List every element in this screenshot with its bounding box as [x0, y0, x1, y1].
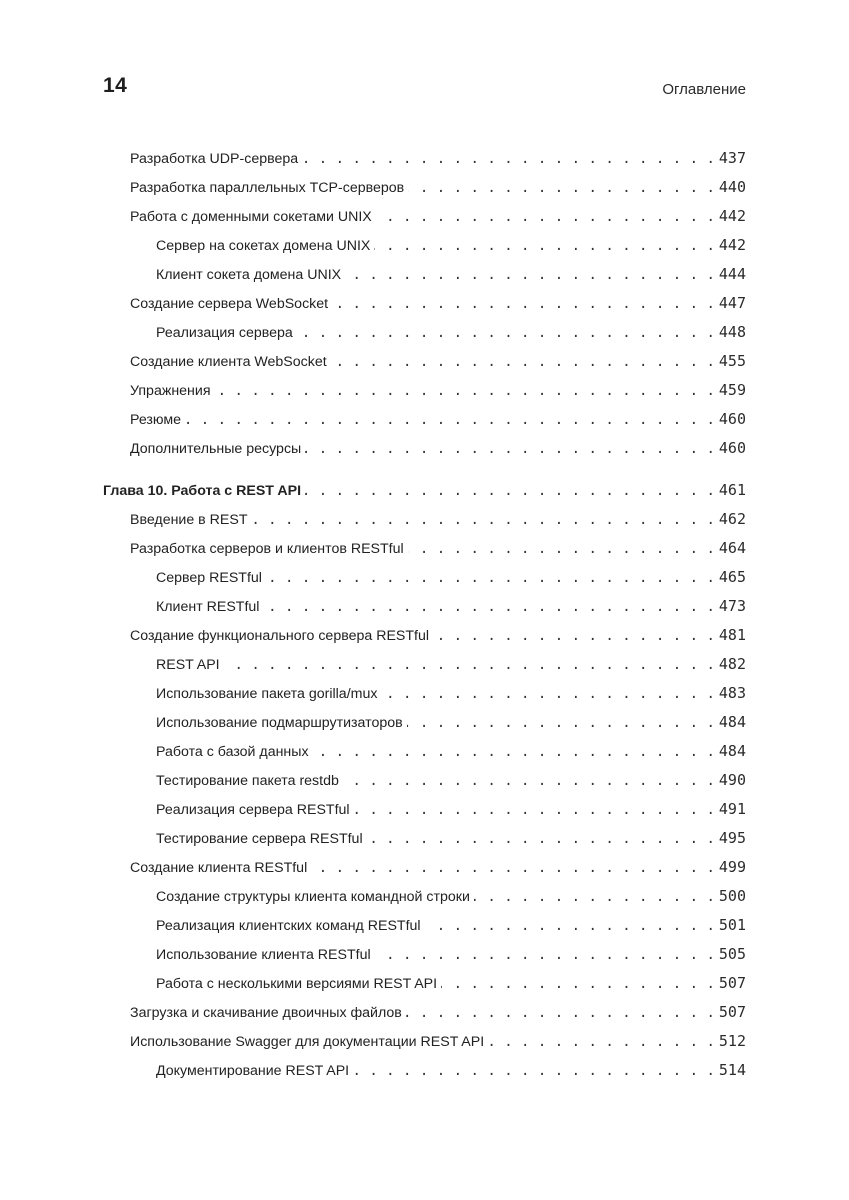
- running-head: Оглавление: [662, 81, 746, 98]
- toc-entry-page: 484: [718, 713, 746, 731]
- toc-entry: [130, 624, 746, 646]
- dot-leader: [381, 683, 714, 705]
- dot-leader: [408, 538, 715, 560]
- toc-entry: [130, 176, 746, 198]
- toc-chapter-entry: [103, 479, 746, 501]
- toc-entry-title: Использование клиента RESTful: [156, 944, 375, 966]
- toc-entry-title: Разработка параллельных TCP-серверов: [130, 177, 408, 199]
- toc-entry-title: REST API: [156, 654, 224, 676]
- dot-leader: [266, 567, 715, 589]
- dot-leader: [353, 1060, 715, 1082]
- toc-entry-title: Создание клиента RESTful: [130, 857, 311, 879]
- toc-entry-title: Разработка серверов и клиентов RESTful: [130, 538, 408, 560]
- toc-entry: [130, 1030, 746, 1052]
- toc-entry-title: Резюме: [130, 409, 185, 431]
- toc-entry: [130, 408, 746, 430]
- toc-entry-title: Использование пакета gorilla/mux: [156, 683, 381, 705]
- toc-entry-page: 505: [718, 945, 746, 963]
- dot-leader: [354, 799, 715, 821]
- toc-entry: [156, 653, 746, 675]
- toc-entry-page: 462: [718, 510, 746, 528]
- toc-entry: [156, 798, 746, 820]
- toc-entry-page: 464: [718, 539, 746, 557]
- dot-leader: [367, 828, 715, 850]
- toc-entry-title: Документирование REST API: [156, 1060, 353, 1082]
- toc-entry-page: 481: [718, 626, 746, 644]
- toc-entry-title: Создание функционального сервера RESTful: [130, 625, 433, 647]
- toc-entry-page: 507: [718, 974, 746, 992]
- toc-entry-title: Реализация клиентских команд RESTful: [156, 915, 425, 937]
- toc-entry-page: 447: [718, 294, 746, 312]
- toc-entry-page: 499: [718, 858, 746, 876]
- toc-entry-title: Создание клиента WebSocket: [130, 351, 331, 373]
- toc-entry-page: 507: [718, 1003, 746, 1021]
- toc-entry: [130, 205, 746, 227]
- dot-leader: [252, 509, 715, 531]
- toc-entry: [130, 537, 746, 559]
- toc-entry: [130, 379, 746, 401]
- dot-leader: [224, 654, 715, 676]
- toc-entry-page: 482: [718, 655, 746, 673]
- dot-leader: [263, 596, 714, 618]
- toc-entry-page: 465: [718, 568, 746, 586]
- toc-entry: [156, 740, 746, 762]
- toc-entry-title: Разработка UDP-сервера: [130, 148, 302, 170]
- dot-leader: [305, 438, 715, 460]
- toc-entry-title: Использование Swagger для документации REST API: [130, 1031, 488, 1053]
- toc-entry: [130, 437, 746, 459]
- dot-leader: [345, 264, 715, 286]
- toc-entry-page: 444: [718, 265, 746, 283]
- toc-entry-page: 461: [718, 481, 746, 499]
- toc-entry-page: 460: [718, 410, 746, 428]
- toc-entry-page: 500: [718, 887, 746, 905]
- dot-leader: [375, 944, 715, 966]
- toc-entry-title: Дополнительные ресурсы: [130, 438, 305, 460]
- toc-entry-title: Создание сервера WebSocket: [130, 293, 332, 315]
- toc-entry: [156, 321, 746, 343]
- toc-entry: [156, 943, 746, 965]
- toc-entry-title: Тестирование пакета restdb: [156, 770, 343, 792]
- dot-leader: [302, 148, 715, 170]
- dot-leader: [433, 625, 715, 647]
- toc-entry-page: 460: [718, 439, 746, 457]
- toc-entry-title: Тестирование сервера RESTful: [156, 828, 367, 850]
- toc-entry-page: 483: [718, 684, 746, 702]
- toc-entry-page: 512: [718, 1032, 746, 1050]
- dot-leader: [408, 177, 715, 199]
- dot-leader: [474, 886, 715, 908]
- dot-leader: [313, 741, 715, 763]
- toc-entry-title: Сервер на сокетах домена UNIX: [156, 235, 374, 257]
- toc-entry-title: Работа с доменными сокетами UNIX: [130, 206, 376, 228]
- toc-entry-title: Клиент RESTful: [156, 596, 263, 618]
- dot-leader: [215, 380, 715, 402]
- dot-leader: [406, 1002, 715, 1024]
- toc-entry-title: Реализация сервера RESTful: [156, 799, 354, 821]
- toc-entry-page: 484: [718, 742, 746, 760]
- dot-leader: [311, 857, 715, 879]
- toc-entry: [156, 234, 746, 256]
- toc-entry-title: Упражнения: [130, 380, 215, 402]
- toc-entry-title: Загрузка и скачивание двоичных файлов: [130, 1002, 406, 1024]
- toc-entry: [156, 682, 746, 704]
- dot-leader: [374, 235, 715, 257]
- toc-entry: [130, 1001, 746, 1023]
- toc-entry-title: Работа с базой данных: [156, 741, 313, 763]
- toc-entry-title: Клиент сокета домена UNIX: [156, 264, 345, 286]
- toc-entry-page: 448: [718, 323, 746, 341]
- dot-leader: [185, 409, 715, 431]
- toc-entry: [130, 508, 746, 530]
- toc-entry: [156, 711, 746, 733]
- toc-entry-title: Глава 10. Работа с REST API: [103, 480, 305, 502]
- toc-entry: [156, 566, 746, 588]
- dot-leader: [425, 915, 715, 937]
- toc-entry: [156, 914, 746, 936]
- page-number: 14: [103, 74, 128, 97]
- toc-entry: [130, 147, 746, 169]
- toc-entry-title: Работа с несколькими версиями REST API: [156, 973, 441, 995]
- dot-leader: [331, 351, 715, 373]
- dot-leader: [332, 293, 715, 315]
- toc-entry-title: Создание структуры клиента командной строки: [156, 886, 474, 908]
- toc-entry: [156, 827, 746, 849]
- toc-entry-page: 459: [718, 381, 746, 399]
- toc-entry-title: Введение в REST: [130, 509, 252, 531]
- toc-entry-page: 437: [718, 149, 746, 167]
- dot-leader: [305, 480, 715, 502]
- dot-leader: [441, 973, 715, 995]
- toc-entry: [130, 856, 746, 878]
- toc-entry-page: 442: [718, 207, 746, 225]
- toc-entry: [156, 885, 746, 907]
- dot-leader: [343, 770, 715, 792]
- toc-entry: [156, 1059, 746, 1081]
- toc-entry: [156, 769, 746, 791]
- dot-leader: [488, 1031, 715, 1053]
- toc-entry-page: 440: [718, 178, 746, 196]
- toc-entry-title: Сервер RESTful: [156, 567, 266, 589]
- dot-leader: [376, 206, 715, 228]
- toc-entry-page: 514: [718, 1061, 746, 1079]
- dot-leader: [297, 322, 715, 344]
- toc-entry-page: 501: [718, 916, 746, 934]
- toc-entry: [156, 263, 746, 285]
- toc-entry: [130, 350, 746, 372]
- toc-entry-page: 490: [718, 771, 746, 789]
- toc-entry-page: 495: [718, 829, 746, 847]
- toc-entry: [130, 292, 746, 314]
- dot-leader: [407, 712, 715, 734]
- toc-entry: [156, 595, 746, 617]
- toc-entry: [156, 972, 746, 994]
- toc-entry-page: 491: [718, 800, 746, 818]
- toc-entry-page: 442: [718, 236, 746, 254]
- toc-entry-page: 473: [718, 597, 746, 615]
- toc-entry-page: 455: [718, 352, 746, 370]
- toc-entry-title: Реализация сервера: [156, 322, 297, 344]
- toc-entry-title: Использование подмаршрутизаторов: [156, 712, 407, 734]
